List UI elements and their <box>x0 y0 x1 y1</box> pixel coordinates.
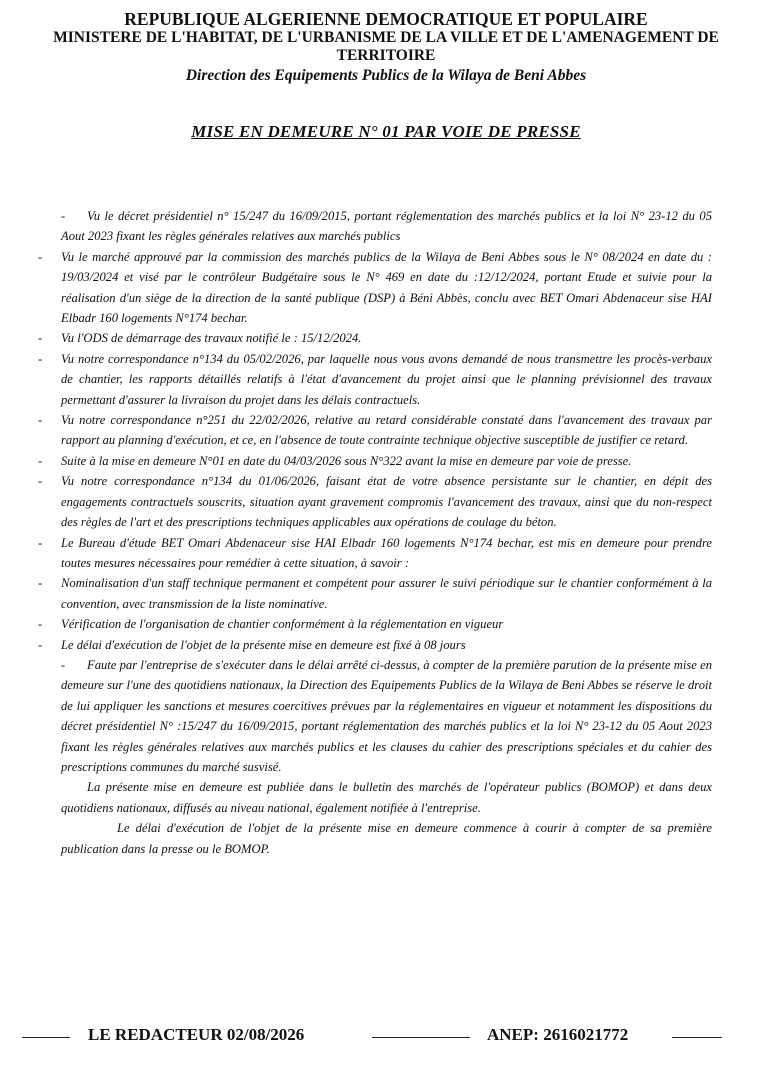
footer-rule-left <box>22 1037 70 1038</box>
list-item: - Faute par l'entreprise de s'exécuter dans le délai arrêté ci-dessus, à compter de la première parution de la présente mise en demeure sur l'une des quotidiens nationaux, la Direction des Equipements Publics de la Wilaya de Beni Abbes se réserve le droit de lui appliquer les sanctions et mesures coercitives prévues par la réglementaires en vigueur et notamment les dispositions du décret présidentiel N° :15/247 du 16/09/2015, portant réglementation des marchés publics et la loi N° 23-12 du 05 Aout 2023 fixant les règles générales relatives aux marchés publics et les clauses du cahier des prescriptions spéciales et du cahier des prescriptions communes du marché susvisé. <box>0 655 772 777</box>
header-ministry: MINISTERE DE L'HABITAT, DE L'URBANISME DE LA VILLE ET DE L'AMENAGEMENT DE TERRITOIRE <box>53 29 719 64</box>
list-item: - Vérification de l'organisation de chantier conformément à la réglementation en vigueur <box>0 614 772 634</box>
bullet-mark: - <box>61 209 66 223</box>
bullet-mark: - <box>61 657 66 672</box>
header-direction: Direction des Equipements Publics de la Wilaya de Beni Abbes <box>185 67 587 84</box>
anep-number: ANEP: 2616021772 <box>487 1025 629 1044</box>
list-item: - Suite à la mise en demeure N°01 en date du 04/03/2026 sous N°322 avant la mise en demeure par voie de presse. <box>0 451 772 471</box>
document-header <box>0 10 772 85</box>
list-item: - Le Bureau d'étude BET Omari Abdenaceur sise HAI Elbadr 160 logements N°174 bechar, est mis en demeure pour prendre toutes mesures nécessaires pour remédier à cette situation, à savoir : <box>0 533 772 574</box>
list-item: - Vu notre correspondance n°134 du 05/02/2026, par laquelle nous vous avons demandé de nous transmettre les procès-verbaux de chantier, les rapports détaillés relatifs à l'état d'avancement du projet ainsi que le planning prévisionnel des travaux permettant d'assurer la livraison du projet dans les délais contractuels. <box>0 349 772 410</box>
delay-paragraph: Le délai d'exécution de l'objet de la présente mise en demeure commence à courir à compter de sa première publication dans la presse ou le BOMOP. <box>61 821 712 856</box>
bullet-mark: - <box>38 576 43 591</box>
bullet-mark: - <box>38 535 43 550</box>
bullet-mark: - <box>38 637 43 652</box>
document-footer <box>0 1024 772 1050</box>
footer-rule-right <box>672 1037 722 1038</box>
list-item: - Vu notre correspondance n°134 du 01/06/2026, faisant état de votre absence persistante sur le chantier, en dépit des engagements contractuels souscrits, situation ayant gravement compromis l'avancement des travaux, ainsi que du non-respect des règles de l'art et des prescriptions techniques applicables aux opérations de coulage du béton. <box>0 471 772 532</box>
list-item: - Vu le décret présidentiel n° 15/247 du 16/09/2015, portant réglementation des marchés publics et la loi N° 23-12 du 05 Aout 2023 fixant les règles générales relatives aux marchés publics <box>0 206 772 247</box>
list-item: - Vu l'ODS de démarrage des travaux notifié le : 15/12/2024. <box>0 328 772 348</box>
list-item: - Vu notre correspondance n°251 du 22/02/2026, relative au retard considérable constaté dans l'avancement des travaux par rapport au planning d'exécution, et ce, en l'absence de toute contrainte technique objective susceptible de justifier ce retard. <box>0 410 772 451</box>
list-item: - Vu le marché approuvé par la commission des marchés publics de la Wilaya de Beni Abbes sous le N° 08/2024 en date du : 19/03/2024 et visé par le contrôleur Budgétaire sous le N° 469 en date du :12/12/2024, portant Etude et suivie pour la réalisation d'un siège de la direction de la santé publique (DSP) à Béni Abbès, conclu avec BET Omari Abdenaceur sise HAI Elbadr 160 logements N°174 bechar. <box>0 247 772 329</box>
header-republic: REPUBLIQUE ALGERIENNE DEMOCRATIQUE ET POPULAIRE <box>124 9 648 29</box>
bullet-mark: - <box>38 249 43 264</box>
bullet-mark: - <box>38 413 43 428</box>
redacteur-signature: LE REDACTEUR 02/08/2026 <box>88 1025 305 1044</box>
bullet-mark: - <box>38 331 43 346</box>
document-body <box>0 206 772 859</box>
bullet-mark: - <box>38 617 43 632</box>
document-title: MISE EN DEMEURE N° 01 PAR VOIE DE PRESSE <box>191 122 581 141</box>
bullet-mark: - <box>38 474 43 489</box>
bullet-mark: - <box>38 351 43 366</box>
publication-paragraph: La présente mise en demeure est publiée dans le bulletin des marchés de l'opérateur publics (BOMOP) et dans deux quotidiens nationaux, diffusés au niveau national, également notifiée à l'entreprise. <box>61 780 712 815</box>
list-item: - Le délai d'exécution de l'objet de la présente mise en demeure est fixé à 08 jours <box>0 635 772 655</box>
bullet-mark: - <box>38 453 43 468</box>
list-item: - Nominalisation d'un staff technique permanent et compétent pour assurer le suivi périodique sur le chantier conformément à la convention, avec transmission de la liste nominative. <box>0 573 772 614</box>
footer-rule-middle <box>372 1037 470 1038</box>
